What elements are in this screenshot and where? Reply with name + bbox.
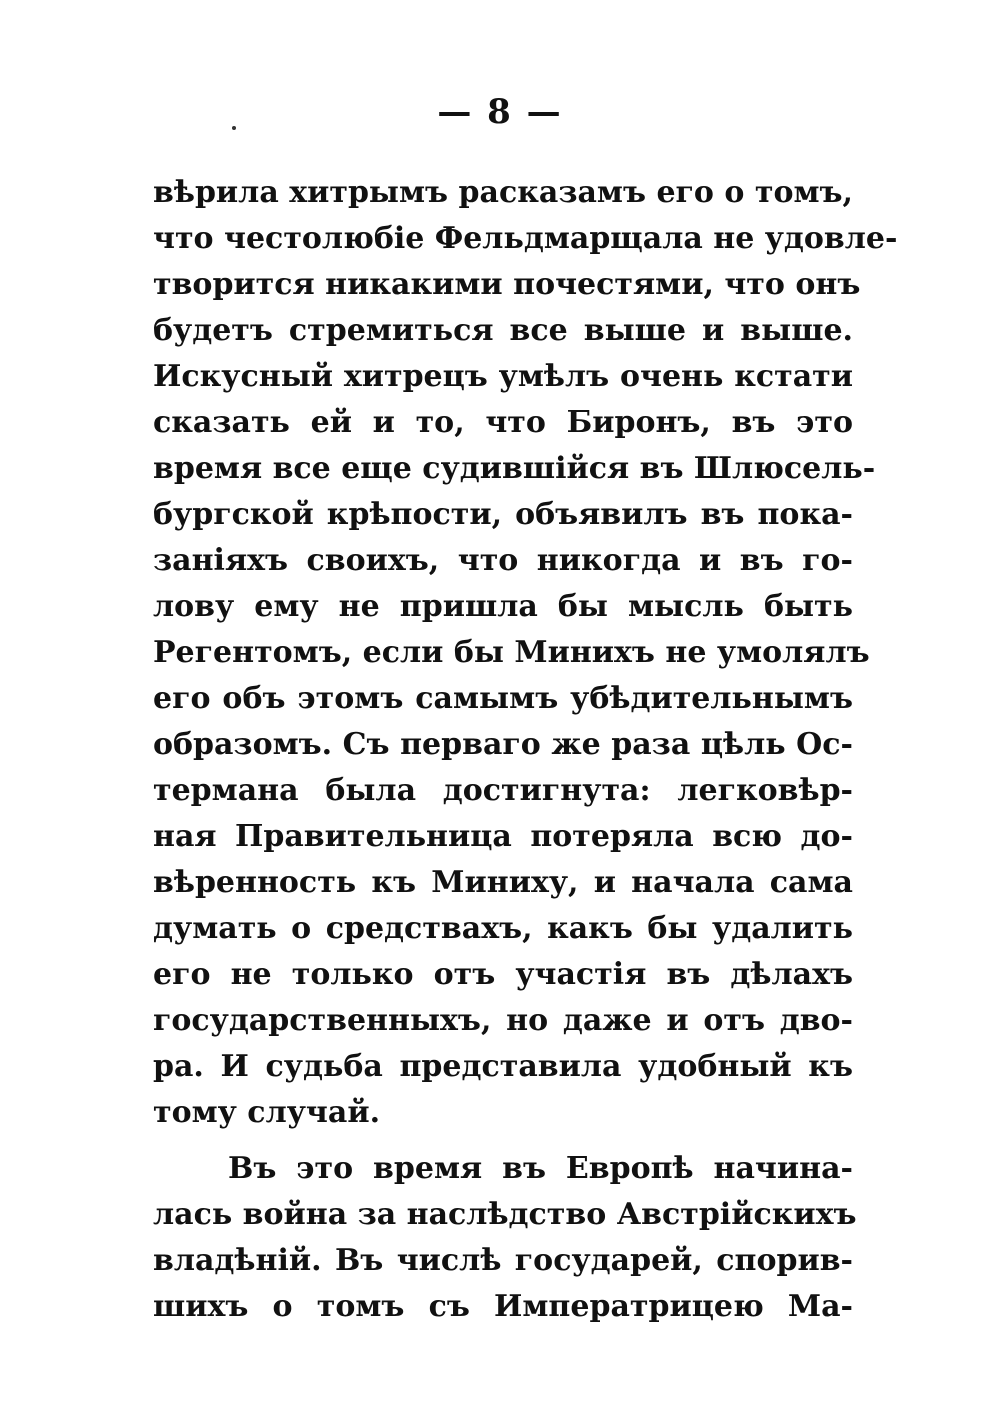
text-line: его объ этомъ самымъ убѣдительнымъ	[153, 681, 853, 716]
text-line: творится никакими почестями, что онъ	[153, 267, 861, 302]
text-line: тому случай.	[153, 1095, 381, 1130]
text-line: термана была достигнута: легковѣр-	[153, 773, 853, 808]
text-line: вѣренность къ Миниху, и начала сама	[153, 865, 853, 900]
page-number: — 8 —	[437, 92, 563, 132]
paragraph-gap	[153, 1136, 853, 1146]
text-line: вѣрила хитрымъ расказамъ его о томъ,	[153, 175, 853, 210]
text-line: занiяхъ своихъ, что никогда и въ го-	[153, 543, 853, 578]
text-line: что честолюбіе Фельдмарщала не удовле-	[153, 221, 898, 256]
text-line: Регентомъ, если бы Минихъ не умолялъ	[153, 635, 870, 670]
text-line: будетъ стремиться все выше и выше.	[153, 313, 853, 348]
text-line: думать о средствахъ, какъ бы удалить	[153, 911, 853, 946]
text-line: Искусный хитрецъ умѣлъ очень кстати	[153, 359, 853, 394]
text-line: время все еще судившійся въ Шлюсель-	[153, 451, 876, 486]
text-line: лову ему не пришла бы мысль быть	[153, 589, 853, 624]
text-line: сказать ей и то, что Биронъ, въ это	[153, 405, 853, 440]
text-line: ная Правительница потеряла всю до-	[153, 819, 853, 854]
paragraph-1	[153, 170, 898, 1136]
text-line: лась война за наслѣдство Австрійскихъ	[153, 1197, 857, 1232]
paragraph-2	[153, 1146, 857, 1330]
text-line: государственныхъ, но даже и отъ дво-	[153, 1003, 853, 1038]
text-line: образомъ. Съ перваго же раза цѣль Ос-	[153, 727, 853, 762]
text-line: владѣній. Въ числѣ государей, спорив-	[153, 1243, 853, 1278]
body-text	[153, 170, 898, 1330]
text-line: Въ это время въ Европѣ начина-	[228, 1151, 853, 1186]
text-line: бургской крѣпости, объявилъ въ пока-	[153, 497, 853, 532]
text-line: шихъ о томъ съ Императрицею Ма-	[153, 1289, 853, 1324]
text-line: ра. И судьба представила удобный къ	[153, 1049, 853, 1084]
text-line: его не только отъ участiя въ дѣлахъ	[153, 957, 853, 992]
